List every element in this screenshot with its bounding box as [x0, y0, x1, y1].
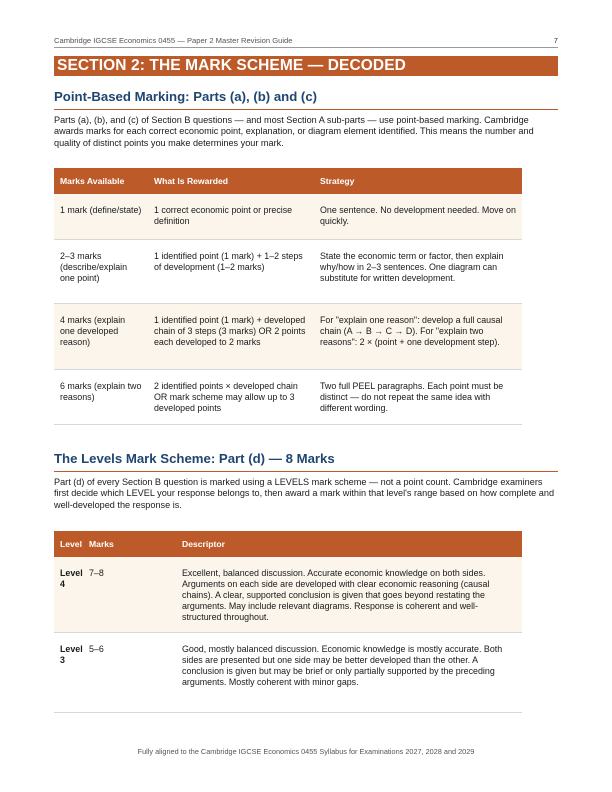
- level-cell: Level 3: [54, 632, 83, 712]
- rewarded-cell: 1 identified point (1 mark) + 1–2 steps of development (1–2 marks): [148, 239, 314, 303]
- marks-table-header-rewarded: What Is Rewarded: [148, 168, 314, 194]
- table-row: [54, 557, 522, 632]
- strategy-cell: One sentence. No development needed. Move on quickly.: [314, 194, 522, 239]
- running-header-title: Cambridge IGCSE Economics 0455 — Paper 2 Master Revision Guide: [54, 36, 293, 45]
- marks-table-header-row: [54, 168, 522, 194]
- table-row: [54, 632, 522, 712]
- levels-table-header-marks: Marks: [83, 531, 176, 557]
- marks-cell: 2–3 marks (describe/explain one point): [54, 239, 148, 303]
- marks-table-header-marks: Marks Available: [54, 168, 148, 194]
- strategy-cell: For "explain one reason": develop a full causal chain (A → B → C → D). For "explain two reasons": 2 × (point + one development step).: [314, 303, 522, 369]
- marks-cell: 1 mark (define/state): [54, 194, 148, 239]
- marks-table-header-strategy: Strategy: [314, 168, 522, 194]
- rewarded-cell: 1 correct economic point or precise definition: [148, 194, 314, 239]
- marks-cell: 4 marks (explain one developed reason): [54, 303, 148, 369]
- table-row: [54, 303, 522, 369]
- strategy-cell: Two full PEEL paragraphs. Each point must be distinct — do not repeat the same idea with different wording.: [314, 369, 522, 424]
- descriptor-cell: Excellent, balanced discussion. Accurate economic knowledge on both sides. Arguments on each side are developed with clear economic reasoning (causal chains). A clear, supported conclusion is given that goes beyond restating the arguments. May include relevant diagrams. Response is coherent and well-structured throughout.: [176, 557, 522, 632]
- marks-table: [54, 168, 522, 425]
- table-row: [54, 369, 522, 424]
- rewarded-cell: 2 identified points × developed chain OR mark scheme may allow up to 3 developed points: [148, 369, 314, 424]
- point-based-paragraph: Parts (a), (b), and (c) of Section B questions — and most Section A sub-parts — use point-based marking. Cambridge awards marks for each correct economic point, explanation, or diagram element identified. This means the number and quality of distinct points you make determines your mark.: [54, 115, 534, 148]
- table-row: [54, 239, 522, 303]
- level-marks-cell: 5–6: [83, 632, 176, 712]
- running-header: [54, 36, 558, 48]
- point-based-heading: Point-Based Marking: Parts (a), (b) and (c): [54, 88, 558, 110]
- level-marks-cell: 7–8: [83, 557, 176, 632]
- table-row: [54, 194, 522, 239]
- strategy-cell: State the economic term or factor, then explain why/how in 2–3 sentences. One diagram can substitute for written development.: [314, 239, 522, 303]
- level-cell: Level 4: [54, 557, 83, 632]
- levels-heading: The Levels Mark Scheme: Part (d) — 8 Marks: [54, 450, 558, 472]
- levels-table: [54, 531, 522, 713]
- section-banner: SECTION 2: THE MARK SCHEME — DECODED: [54, 56, 558, 76]
- descriptor-cell: Good, mostly balanced discussion. Economic knowledge is mostly accurate. Both sides are presented but one side may be better developed than the other. A conclusion is given but may be brief or only partially supported by the preceding arguments. Mostly coherent with minor gaps.: [176, 632, 522, 712]
- page-number: 7: [553, 36, 558, 45]
- levels-paragraph: Part (d) of every Section B question is marked using a LEVELS mark scheme — not a point count. Cambridge examiners first decide which LEVEL your response belongs to, then award a mark within that level's range based on how complete and well-developed the response is.: [54, 477, 555, 510]
- levels-table-header-row: [54, 531, 522, 557]
- levels-table-header-descriptor: Descriptor: [176, 531, 522, 557]
- levels-table-header-level: Level: [54, 531, 83, 557]
- rewarded-cell: 1 identified point (1 mark) + developed chain of 3 steps (3 marks) OR 2 points each developed to 2 marks: [148, 303, 314, 369]
- marks-cell: 6 marks (explain two reasons): [54, 369, 148, 424]
- page-footer: Fully aligned to the Cambridge IGCSE Economics 0455 Syllabus for Examinations 2027, 2028 and 2029: [137, 747, 475, 756]
